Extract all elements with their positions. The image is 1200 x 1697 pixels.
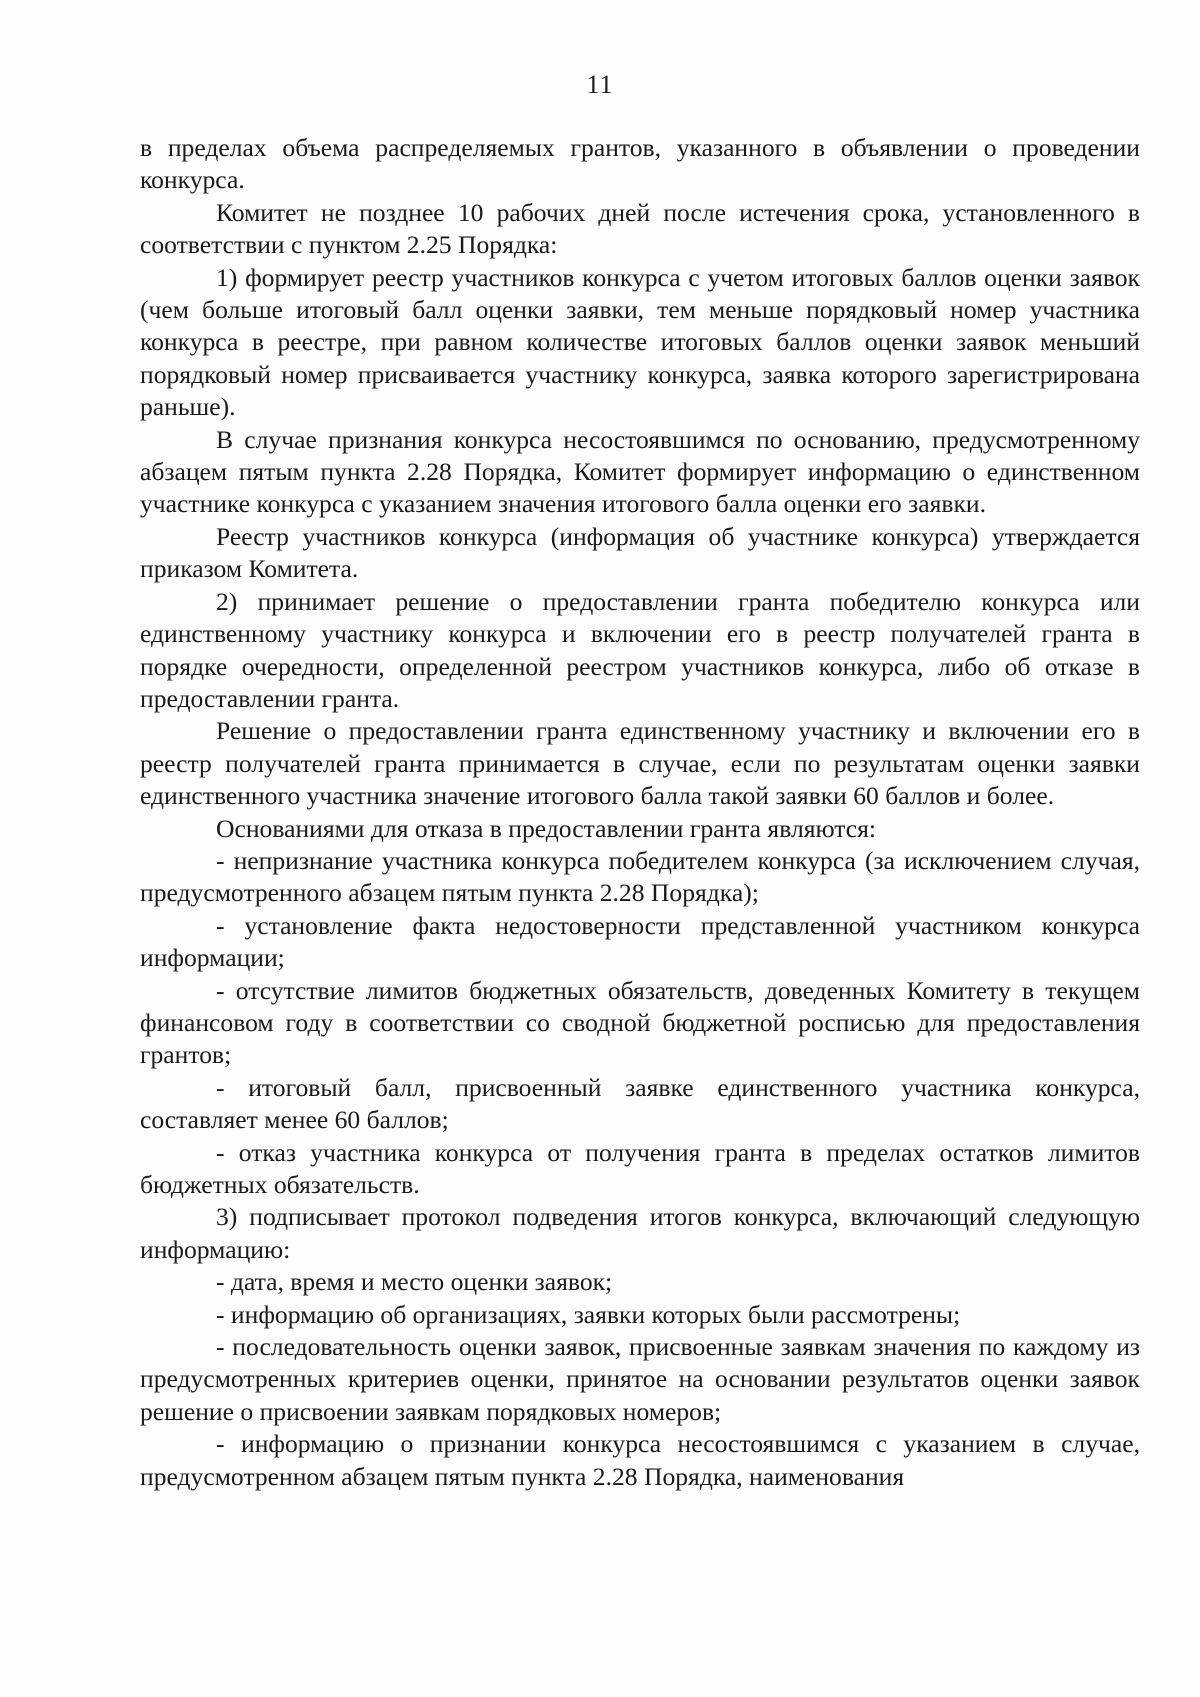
- list-item-failed-contest-info: - информацию о признании конкурса несостоявшимся с указанием в случае, предусмотренном абзацем пятым пункта 2.28 Порядка, наименования: [140, 1429, 1140, 1491]
- list-item-unreliable-info: - установление факта недостоверности представленной участником конкурса информации;: [140, 910, 1140, 973]
- page-number: 11: [586, 70, 614, 99]
- paragraph-item-1-registry: 1) формирует реестр участников конкурса с учетом итоговых баллов оценки заявок (чем больше итоговый балл оценки заявки, тем меньше порядковый номер участника конкурса в реестре, при равном количестве итоговых баллов оценки заявок меньший порядковый номер присваивается участнику конкурса, заявка которого зарегистрирована раньше).: [140, 262, 1140, 422]
- list-item-date-time-place: - дата, время и место оценки заявок;: [216, 1267, 613, 1297]
- list-item-non-recognition: - непризнание участника конкурса победителем конкурса (за исключением случая, предусмотренного абзацем пятым пункта 2.28 Порядка);: [140, 845, 1140, 908]
- list-item-low-score: - итоговый балл, присвоенный заявке единственного участника конкурса, составляет менее 60 баллов;: [140, 1072, 1140, 1135]
- paragraph-registry-approval: Реестр участников конкурса (информация об участнике конкурса) утверждается приказом Комитета.: [140, 521, 1140, 584]
- paragraph-single-participant-decision: Решение о предоставлении гранта единственному участнику и включении его в реестр получателей гранта принимается в случае, если по результатам оценки заявки единственного участника значение итогового балла такой заявки 60 баллов и более.: [140, 716, 1140, 811]
- paragraph-committee-deadline: Комитет не позднее 10 рабочих дней после истечения срока, установленного в соответствии с пунктом 2.25 Порядка:: [140, 197, 1140, 260]
- paragraph-item-2-decision: 2) принимает решение о предоставлении гранта победителю конкурса или единственному участнику конкурса и включении его в реестр получателей гранта в порядке очередности, определенной реестром участников конкурса, либо об отказе в предоставлении гранта.: [140, 586, 1140, 713]
- paragraph-item-3-protocol: 3) подписывает протокол подведения итогов конкурса, включающий следующую информацию:: [140, 1202, 1140, 1264]
- list-item-refusal: - отказ участника конкурса от получения гранта в пределах остатков лимитов бюджетных обязательств.: [140, 1137, 1140, 1199]
- list-item-organizations: - информацию об организациях, заявки которых были рассмотрены;: [216, 1299, 961, 1329]
- paragraph-continuation: в пределах объема распределяемых грантов, указанного в объявлении о проведении конкурса.: [140, 133, 1140, 195]
- list-item-evaluation-sequence: - последовательность оценки заявок, присвоенные заявкам значения по каждому из предусмотренных критериев оценки, принятое на основании результатов оценки заявок решение о присвоении заявкам порядковых номеров;: [140, 1332, 1140, 1426]
- list-item-no-limits: - отсутствие лимитов бюджетных обязательств, доведенных Комитету в текущем финансовом году в соответствии со сводной бюджетной росписью для предоставления грантов;: [140, 975, 1140, 1070]
- document-body: [140, 132, 1140, 1493]
- paragraph-refusal-grounds: Основаниями для отказа в предоставлении гранта являются:: [216, 813, 877, 843]
- paragraph-failed-contest: В случае признания конкурса несостоявшимся по основанию, предусмотренному абзацем пятым пункта 2.28 Порядка, Комитет формирует информацию о единственном участнике конкурса с указанием значения итогового балла оценки его заявки.: [140, 424, 1140, 519]
